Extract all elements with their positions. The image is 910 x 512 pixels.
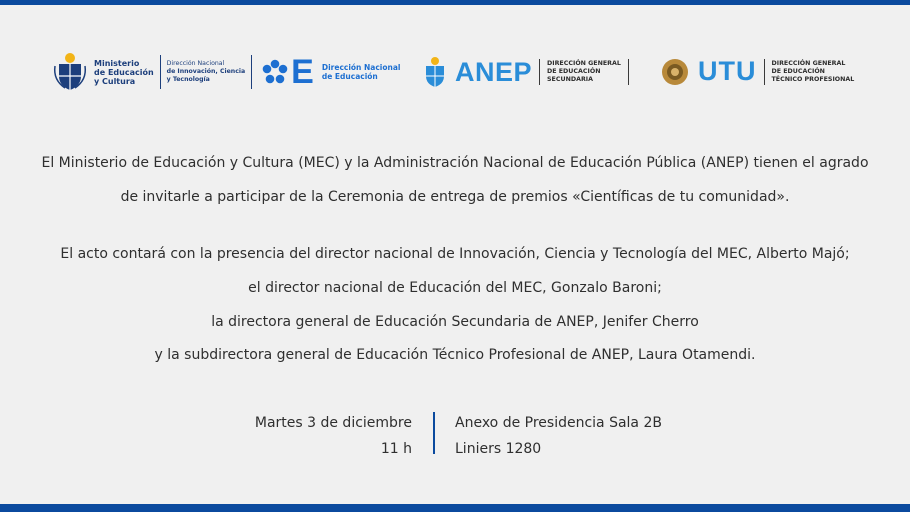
utu-logo [660, 56, 854, 87]
logo-divider [160, 55, 161, 89]
e-letter-icon: E [291, 53, 314, 91]
dnicyt-name: Dirección Nacional de Innovación, Ciencia y Tecnología [166, 60, 246, 83]
event-time: 11 h [380, 441, 412, 457]
event-when [255, 410, 412, 462]
guests-line: la directora general de Educación Secundaria de ANEP, Jenifer Cherro [211, 314, 699, 330]
invitation-line: de invitarle a participar de la Ceremonia de entrega de premios «Científicas de tu comunidad». [120, 189, 790, 205]
logos-row [0, 48, 910, 100]
logo-divider [628, 59, 629, 85]
dges-name: DIRECCIÓN GENERAL DE EDUCACIÓN SECUNDARIA [547, 60, 621, 83]
guests-line: el director nacional de Educación del MEC, Gonzalo Baroni; [248, 280, 662, 296]
gear-emblem-icon [660, 57, 690, 87]
event-venue: Anexo de Presidencia Sala 2B [455, 415, 662, 431]
details-divider [433, 412, 435, 454]
guests-line: El acto contará con la presencia del director nacional de Innovación, Ciencia y Tecnología del MEC, Alberto Majó; [60, 246, 850, 262]
uruguay-shield-icon [52, 52, 88, 92]
top-accent-bar [0, 0, 910, 5]
anep-wordmark: ANEP [455, 56, 533, 87]
logo-divider [251, 55, 252, 89]
event-address: Liniers 1280 [455, 441, 542, 457]
dne-name: Dirección Nacional de Educación [321, 63, 401, 81]
bottom-accent-bar [0, 504, 910, 512]
utu-wordmark: UTU [698, 56, 757, 86]
guests-line: y la subdirectora general de Educación Técnico Profesional de ANEP, Laura Otamendi. [154, 347, 756, 363]
logo-divider [539, 59, 540, 85]
uruguay-shield-icon [421, 56, 449, 88]
event-where [455, 410, 662, 462]
event-date: Martes 3 de diciembre [254, 415, 412, 431]
mec-name: Ministerio de Educación y Cultura [94, 58, 154, 86]
event-details [0, 410, 910, 456]
flower-icon [262, 59, 288, 85]
invitation-line: El Ministerio de Educación y Cultura (MEC) y la Administración Nacional de Educación Pública (ANEP) tienen el agrado [41, 155, 869, 171]
anep-logo [421, 56, 636, 88]
dne-logo [262, 55, 400, 89]
dgetp-name: DIRECCIÓN GENERAL DE EDUCACIÓN TÉCNICO PROFESIONAL [771, 59, 855, 83]
logo-divider [764, 59, 765, 85]
mec-logo [52, 52, 401, 92]
